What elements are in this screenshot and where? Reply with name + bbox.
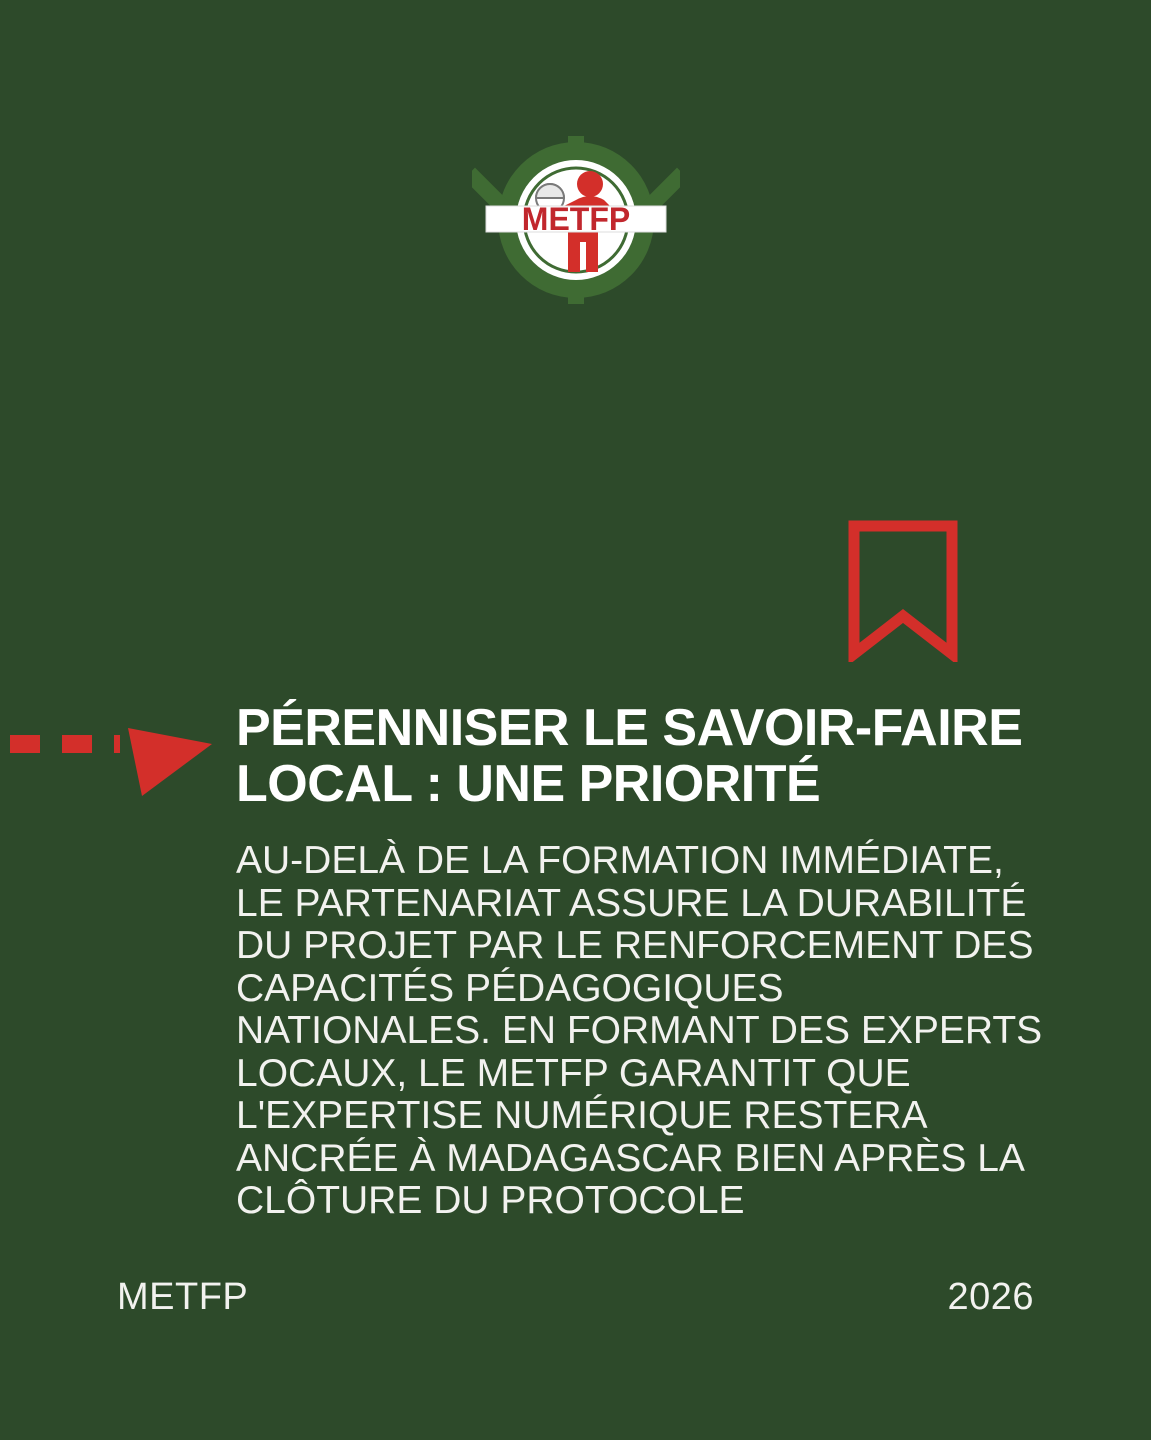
logo-text: METFP bbox=[521, 201, 631, 237]
footer-year: 2026 bbox=[947, 1276, 1034, 1318]
metfp-logo bbox=[472, 136, 680, 304]
bookmark-icon bbox=[846, 518, 960, 662]
body-paragraph: AU-DELÀ DE LA FORMATION IMMÉDIATE, LE PARTENARIAT ASSURE LA DURABILITÉ DU PROJET PAR LE RENFORCEMENT DES CAPACITÉS PÉDAGOGIQUES NATIONALES. EN FORMANT DES EXPERTS LOCAUX, LE METFP GARANTIT QUE L'EXPERTISE NUMÉRIQUE RESTERA ANCRÉE À MADAGASCAR BIEN APRÈS LA CLÔTURE DU PROTOCOLE bbox=[236, 839, 1043, 1222]
page-title: PÉRENNISER LE SAVOIR-FAIRE LOCAL : UNE PRIORITÉ bbox=[236, 699, 1023, 814]
dashed-arrow-icon bbox=[0, 706, 232, 816]
footer-brand: METFP bbox=[117, 1276, 249, 1318]
